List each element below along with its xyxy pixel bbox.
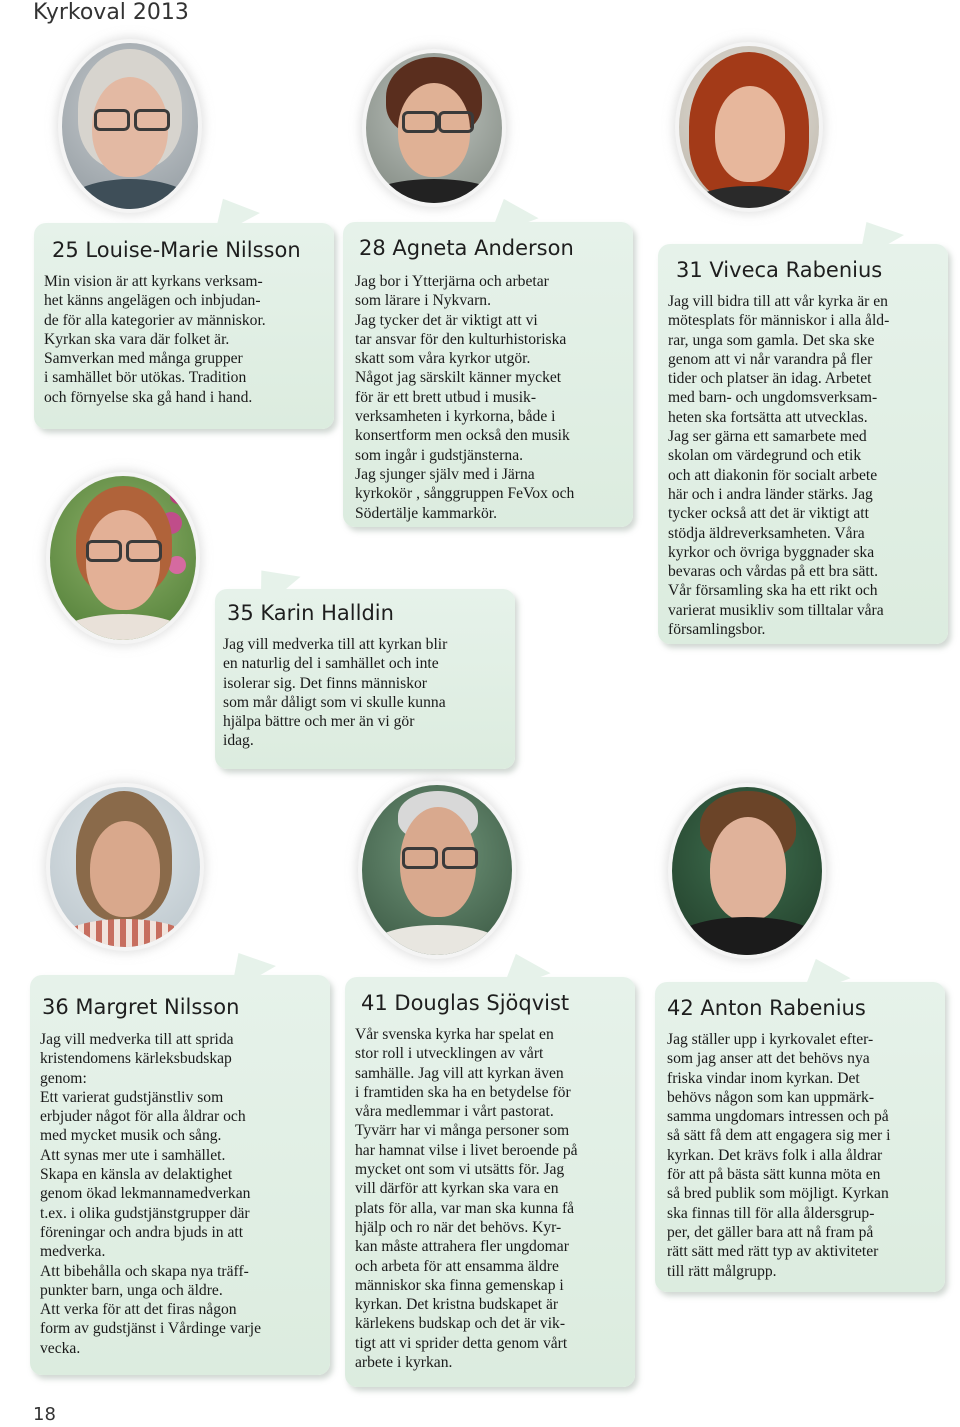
candidate-41-statement: Vår svenska kyrka har spelat en stor roll i utvecklingen av vårt samhälle. Jag vill att kyrkan även i framtiden ska ha en betydelse för våra medlemmar i vårt pastorat. Tyvärr har vi många personer som har hamnat vilse i livet beroende på mycket ont som vi utsätts för. Jag vill därför att kyrkan ska vara en plats för alla, var man ska kunna få hjälp och ro när det behövs. Kyr- kan måste attrahera fler ungdomar och arbeta för att ensamma äldre människor ska finna gemenskap i kyrkan. Det kristna budskapet är kärlekens budskap och det är vik- tigt att vi sprider detta genom vårt arbete i kyrkan. bbox=[355, 1026, 578, 1372]
candidate-36-statement: Jag vill medverka till att sprida kristendomens kärleksbudskap genom: Ett varierat gudstjänstliv som erbjuder något för alla åldrar och med mycket musik och sång. Att synas mer ute i samhället. Skapa en känsla av delaktighet genom ökad lekmannamedverkan t.ex. i olika gudstjänstgrupper där föreningar och andra bjuds in att medverka. Att bibehålla och skapa nya träff- punkter barn, unga och äldre. Att verka för att det firas någon form av gudstjänst i Vårdinge varje vecka. bbox=[40, 1031, 262, 1357]
candidate-42-photo bbox=[672, 787, 822, 955]
candidate-42-statement: Jag ställer upp i kyrkovalet efter- som jag anser att det behövs nya friska vindar inom kyrkan. Det behövs någon som kan uppmärk- samma ungdomars intressen och på så sätt få dem att engagera sig mer i kyrkan. Det krävs folk i alla åldrar för att på bästa sätt kunna möta en så bred publik som möjligt. Kyrkan ska finnas till för alla åldersgrup- per, det gäller bara att nå fram på rätt sätt med rätt typ av aktiviteter till rätt målgrupp. bbox=[667, 1031, 891, 1280]
candidate-35-photo bbox=[50, 476, 196, 640]
candidate-28-photo bbox=[366, 53, 502, 203]
candidate-36-photo bbox=[50, 787, 200, 947]
candidate-35-bubble bbox=[215, 589, 515, 769]
candidate-41-photo bbox=[362, 785, 512, 955]
candidate-35-name: 35 Karin Halldin bbox=[227, 601, 394, 625]
candidate-31-name: 31 Viveca Rabenius bbox=[676, 258, 883, 282]
candidate-25-bubble bbox=[34, 223, 334, 429]
candidate-31-bubble bbox=[658, 244, 948, 644]
page-number: 18 bbox=[33, 1404, 56, 1425]
candidate-35-statement: Jag vill medverka till att kyrkan blir en naturlig del i samhället och inte isolerar sig. Det finns människor som mår dåligt som vi skulle kunna hjälpa bättre och mer än vi gör idag. bbox=[223, 636, 448, 750]
candidate-36-name: 36 Margret Nilsson bbox=[42, 995, 240, 1019]
candidate-25-statement: Min vision är att kyrkans verksam- het känns angelägen och inbjudan- de för alla kategorier av människor. Kyrkan ska vara där folket är. Samverkan med många grupper i samhället bör utökas. Tradition och förnyelse ska gå hand i hand. bbox=[44, 273, 266, 406]
candidate-42-bubble bbox=[655, 982, 945, 1292]
candidate-25-name: 25 Louise-Marie Nilsson bbox=[52, 238, 301, 262]
candidate-31-statement: Jag vill bidra till att vår kyrka är en mötesplats för människor i alla åld- rar, unga som gamla. Det ska ske genom att vi når varandra på fler tider och platser än idag. Arbetet med barn- och ungdomsverksam- heten ska fortsätta att utvecklas. Jag ser gärna ett samarbete med skolan om värdegrund och etik och att diakonin för socialt arbete här och i andra länder stärks. Jag tycker också att det är viktigt att stödja äldreverksamheten. Våra kyrkor och övriga byggnader ska bevaras och vårdas på ett bra sätt. Vår församling ska ha ett rikt och varierat musikliv som tilltalar våra församlingsbor. bbox=[668, 293, 890, 639]
page-header-title: Kyrkoval 2013 bbox=[33, 0, 189, 25]
candidate-28-name: 28 Agneta Anderson bbox=[359, 236, 574, 260]
candidate-25-photo bbox=[62, 43, 198, 209]
candidate-28-bubble bbox=[343, 222, 633, 527]
candidate-42-name: 42 Anton Rabenius bbox=[667, 996, 866, 1020]
candidate-36-bubble bbox=[30, 975, 330, 1375]
candidate-41-bubble bbox=[345, 977, 635, 1387]
candidate-41-name: 41 Douglas Sjöqvist bbox=[361, 991, 570, 1015]
candidate-28-statement: Jag bor i Ytterjärna och arbetar som lärare i Nykvarn. Jag tycker det är viktigt att vi tar ansvar för den kulturhistoriska skatt som våra kyrkor utgör. Något jag särskilt känner mycket för är ett brett utbud i musik- verksamheten i kyrkorna, både i konsertform men också den musik som ingår i gudstjänsterna. Jag sjunger själv med i Järna kyrkokör , sånggruppen FeVox och Södertälje kammarkör. bbox=[355, 273, 575, 522]
candidate-31-photo bbox=[679, 46, 819, 208]
